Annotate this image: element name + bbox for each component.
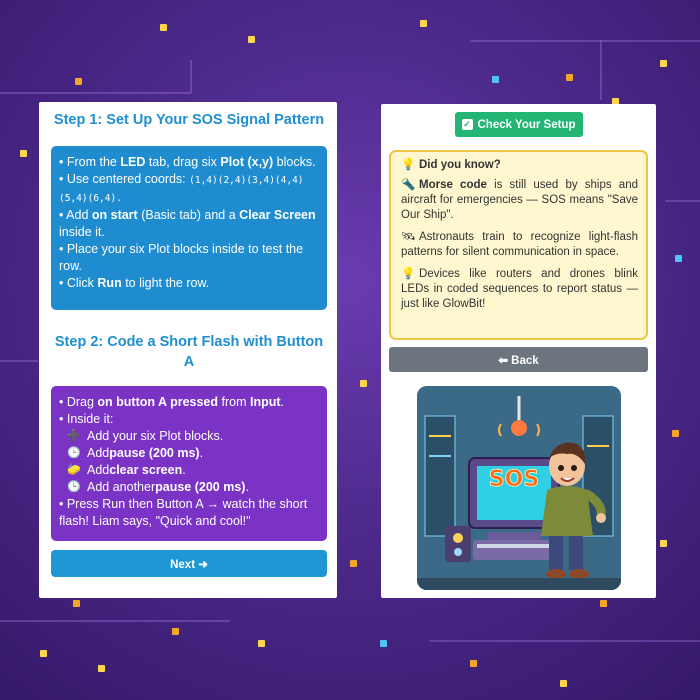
step2-line3: • Press Run then Button A → watch the short flash! Liam says, "Quick and cool!" (59, 497, 308, 528)
instructions-panel (39, 102, 337, 598)
step2-sub2: 🕒 Add pause (200 ms) . (67, 446, 204, 460)
step1-line2: • Use centered coords: (1,4)(2,4)(3,4)(4,4)(5,4)(6,4). (59, 172, 304, 204)
next-button[interactable]: Next ➜ (51, 550, 327, 577)
step2-sub4: 🕒 Add another pause (200 ms) . (67, 480, 249, 494)
back-button[interactable]: ⬅ Back (389, 347, 648, 372)
step2-line2: • Inside it: (59, 412, 114, 426)
step2-sub3: 🧽 Add clear screen . (67, 463, 186, 477)
clock-icon: 🕒 (67, 447, 81, 459)
step2-sub1: ➕ Add your six Plot blocks. (67, 429, 224, 443)
lightbulb-icon: 💡 (401, 268, 416, 280)
sos-sign: SOS (488, 467, 539, 492)
step1-line4: • Place your six Plot blocks inside to test the row. (59, 242, 304, 273)
info-panel (381, 104, 656, 598)
step2-title: Step 2: Code a Short Flash with Button A (54, 334, 324, 370)
fact-3: 💡 Devices like routers and drones blink LEDs in coded sequences to report status — just like GlowBit! (401, 268, 638, 310)
fact-1: 🔦 Morse code is still used by ships and aircraft for emergencies — SOS means "Save Our Ship". (401, 179, 638, 221)
step2-instructions (51, 386, 327, 541)
step2-line1: • Drag on button A pressed from Input. (59, 395, 285, 409)
step1-title: Step 1: Set Up Your SOS Signal Pattern (53, 112, 325, 128)
checkbox-icon: ✓ (463, 119, 471, 129)
did-you-know-box (389, 150, 648, 340)
illustration-svg (417, 386, 621, 590)
clock-icon: 🕒 (67, 481, 81, 493)
check-setup-button[interactable] (455, 112, 583, 137)
check-setup-label: Check Your Setup (477, 118, 576, 131)
step1-instructions (51, 146, 327, 310)
eraser-icon: 🧽 (67, 464, 81, 476)
step1-line1: • From the LED tab, drag six Plot (x,y) blocks. (59, 155, 316, 169)
step1-line3: • Add on start (Basic tab) and a Clear Screen inside it. (59, 208, 316, 239)
satellite-icon: 🛰 (401, 231, 416, 243)
lightbulb-icon: 💡 (401, 159, 416, 171)
step1-line5: • Click Run to light the row. (59, 276, 210, 290)
flashlight-icon: 🔦 (401, 179, 416, 191)
fact-2: 🛰 Astronauts train to recognize light-flash patterns for silent communication in space. (401, 231, 638, 258)
fact-title: 💡 Did you know? (401, 159, 501, 171)
liam-sos-illustration (417, 386, 621, 590)
plus-icon: ➕ (67, 430, 81, 442)
